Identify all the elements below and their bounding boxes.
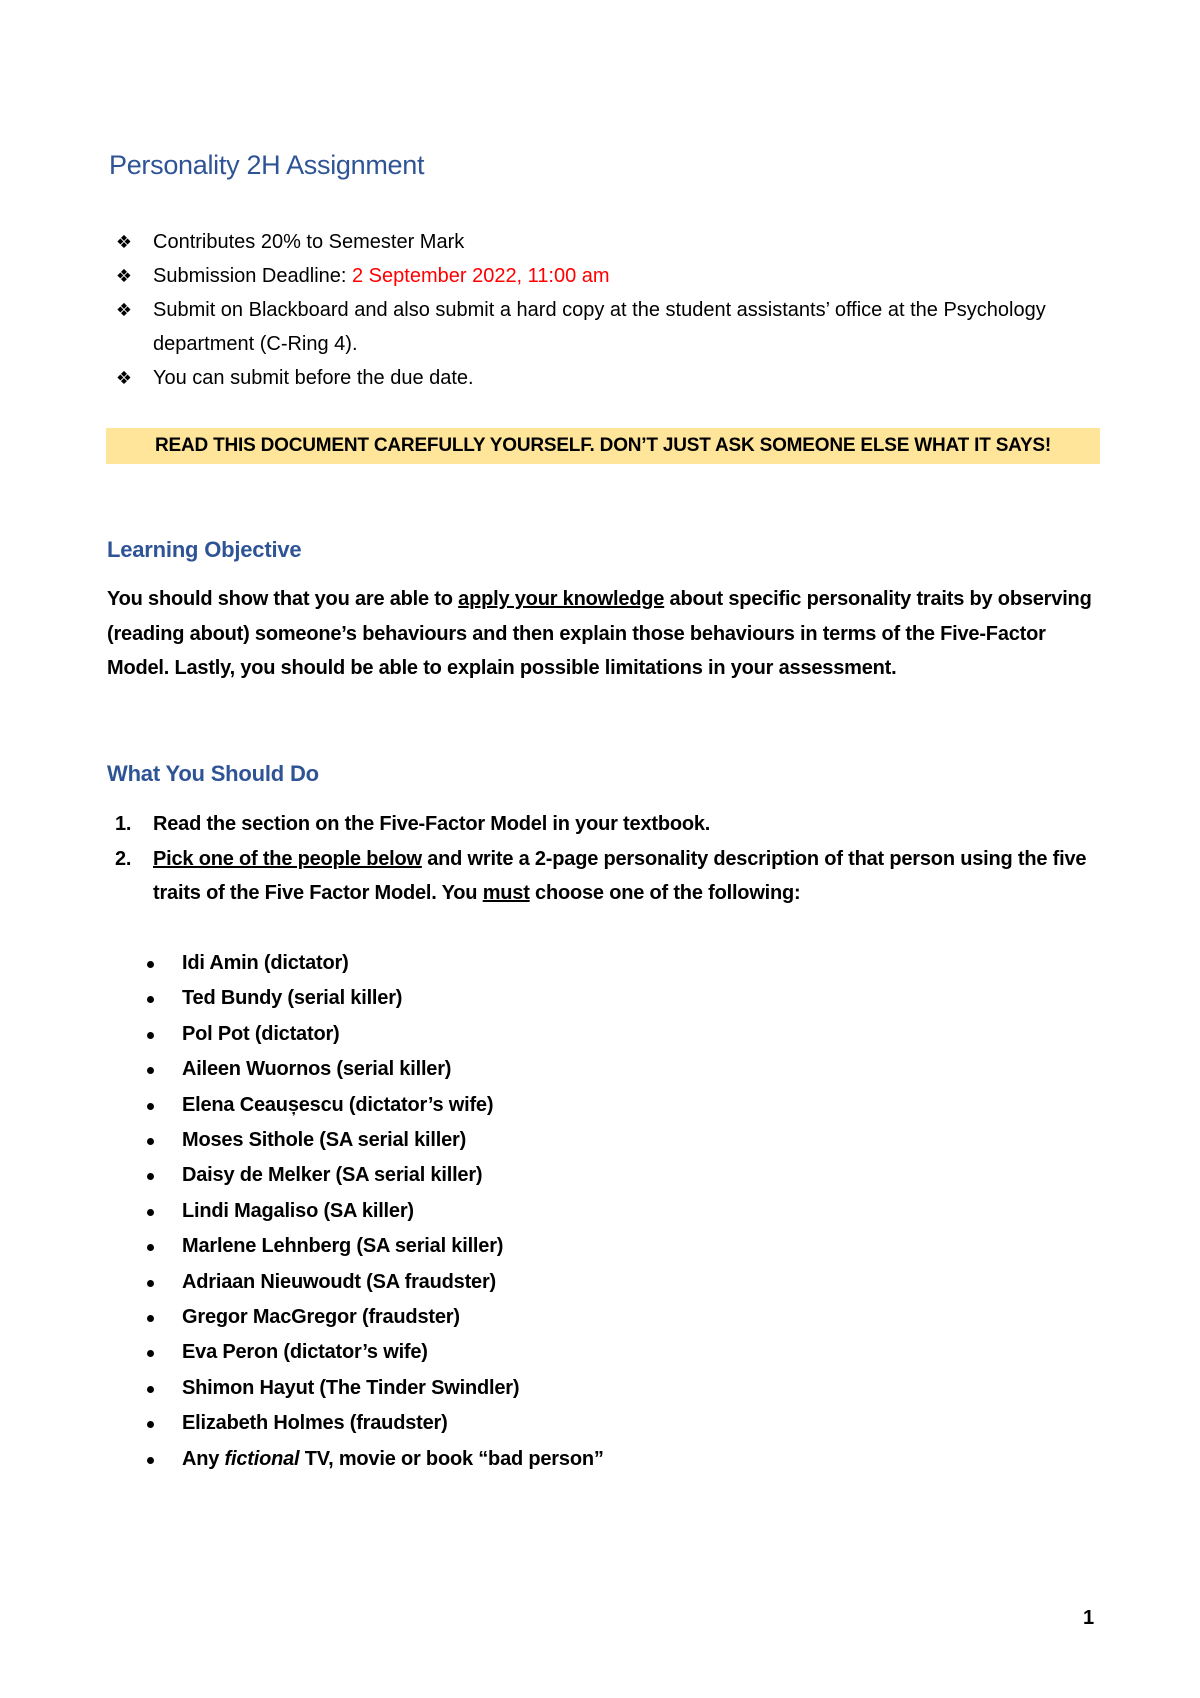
list-item [145,981,1045,1016]
person-name: Elena Ceaușescu (dictator’s wife) [182,1093,494,1116]
person-name: Marlene Lehnberg (SA serial killer) [182,1235,504,1258]
info-item [113,361,1113,395]
person-name: Ted Bundy (serial killer) [182,987,403,1010]
info-text: You can submit before the due date. [153,367,474,389]
diamond-bullet-icon: ❖ [115,266,133,286]
list-item [145,1017,1045,1052]
list-item [145,1229,1045,1264]
person-name: Lindi Magaliso (SA killer) [182,1199,414,1222]
underlined-text: Pick one of the people below [153,847,422,870]
list-item [145,1158,1045,1193]
bullet-icon [147,1280,154,1287]
bullet-icon [147,996,154,1003]
step-item [115,807,1105,842]
step-number: 1. [115,813,132,835]
bullet-icon [147,1032,154,1039]
assignment-info-list [113,225,1113,395]
person-name: Elizabeth Holmes (fraudster) [182,1412,448,1435]
list-item [145,1123,1045,1158]
step-text: choose one of the following: [529,882,801,904]
page-number: 1 [1083,1607,1095,1629]
bullet-icon [147,1244,154,1251]
learning-objective-heading: Learning Objective [107,537,302,562]
learning-objective-paragraph [107,582,1107,686]
person-name: Moses Sithole (SA serial killer) [182,1129,467,1152]
underlined-text: must [482,882,530,904]
bullet-icon [147,1457,154,1464]
people-list [145,946,1045,1477]
info-text: Submit on Blackboard and also submit a hard copy at the student assistants’ office at the Psychology department (C-Ring 4). [153,299,1046,355]
diamond-bullet-icon: ❖ [115,232,133,252]
list-item [145,1194,1045,1229]
list-item [145,1088,1045,1123]
diamond-bullet-icon: ❖ [115,300,133,320]
info-item-deadline [113,259,1113,293]
person-name: Idi Amin (dictator) [182,952,349,974]
info-item [113,225,1113,259]
list-item [145,1371,1045,1406]
what-you-should-do-heading: What You Should Do [107,761,319,786]
list-item [145,1052,1045,1087]
steps-list [115,807,1105,911]
list-item [145,946,1045,981]
list-item [145,1300,1045,1335]
list-item [145,1406,1045,1441]
underlined-text: apply your knowledge [458,588,665,610]
italic-text: fictional [224,1447,300,1470]
deadline-date: 2 September 2022, 11:00 am [352,265,610,287]
person-name: TV, movie or book “bad person” [299,1447,604,1470]
list-item [145,1335,1045,1370]
bullet-icon [147,1173,154,1180]
paragraph-text: about specific personality traits by observing (reading about) someone’s behaviours and then explain those behaviours in terms of the Five-Factor Model. Lastly, you should be able to explain possible limitations in your assessment. [107,588,1092,679]
warning-banner [106,428,1100,464]
bullet-icon [147,1103,154,1110]
bullet-icon [147,961,154,968]
bullet-icon [147,1315,154,1322]
step-item [115,842,1105,911]
list-item [145,1265,1045,1300]
person-name: Gregor MacGregor (fraudster) [182,1306,460,1329]
bullet-icon [147,1421,154,1428]
step-text: Read the section on the Five-Factor Model in your textbook. [153,813,711,835]
step-number: 2. [115,847,132,870]
bullet-icon [147,1067,154,1074]
bullet-icon [147,1386,154,1393]
person-name: Daisy de Melker (SA serial killer) [182,1164,483,1187]
paragraph-text: You should show that you are able to [107,588,459,610]
person-name: Aileen Wuornos (serial killer) [182,1058,452,1081]
bullet-icon [147,1350,154,1357]
info-item [113,293,1113,361]
info-text: Contributes 20% to Semester Mark [153,231,465,253]
person-name: Adriaan Nieuwoudt (SA fraudster) [182,1270,496,1293]
bullet-icon [147,1138,154,1145]
person-name: Pol Pot (dictator) [182,1022,340,1045]
person-name: Any [182,1447,225,1470]
diamond-bullet-icon: ❖ [115,368,133,388]
person-name: Eva Peron (dictator’s wife) [182,1341,428,1364]
step-text: and write a 2-page personality description of that person using the five traits of the Five Factor Model. You [153,847,1087,904]
warning-banner-text: READ THIS DOCUMENT CAREFULLY YOURSELF. DON’T JUST ASK SOMEONE ELSE WHAT IT SAYS! [154,435,1052,456]
list-item-fictional [145,1442,1045,1477]
deadline-label: Submission Deadline: [153,265,352,287]
bullet-icon [147,1209,154,1216]
person-name: Shimon Hayut (The Tinder Swindler) [182,1376,520,1399]
document-title: Personality 2H Assignment [109,150,425,180]
